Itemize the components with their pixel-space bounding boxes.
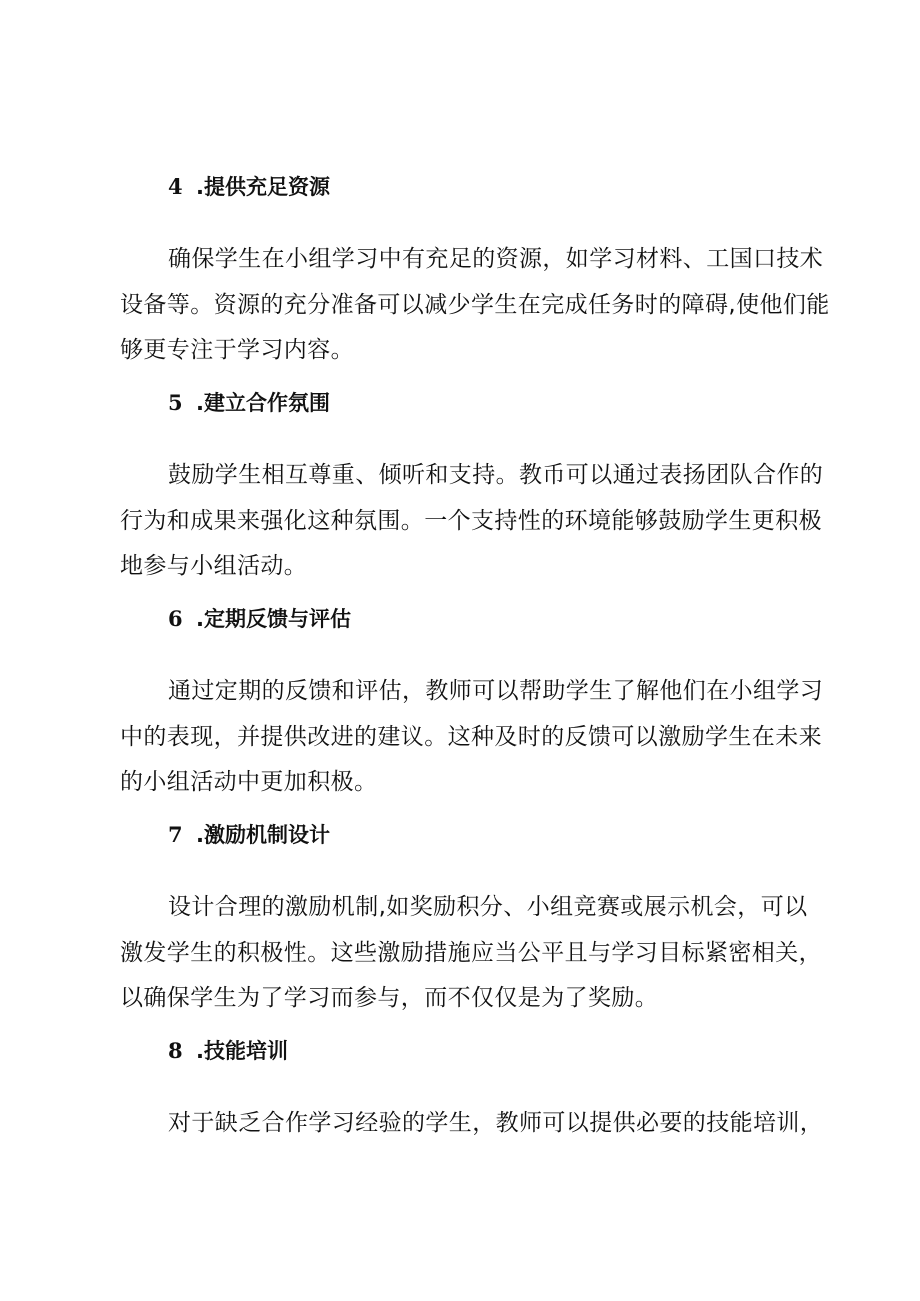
section-heading-5 — [168, 388, 330, 418]
paragraph-line: 行为和成果来强化这种氛围。一个支持性的环境能够鼓励学生更积极 — [120, 508, 822, 534]
section-number: 4 — [168, 174, 183, 199]
paragraph-line: 的小组活动中更加积极。 — [120, 769, 378, 795]
paragraph-line: 鼓励学生相互尊重、倾听和支持。教币可以通过表扬团队合作的 — [168, 462, 824, 488]
paragraph-line: 设计合理的激励机制,如奖励积分、小组竞赛或展示机会，可以 — [168, 894, 808, 920]
section-title: .技能培训 — [196, 1039, 288, 1063]
section-heading-8 — [168, 1036, 288, 1066]
section-title: .定期反馈与评估 — [196, 607, 351, 631]
section-heading-4 — [168, 172, 330, 202]
paragraph-line: 对于缺乏合作学习经验的学生，教师可以提供必要的技能培训， — [168, 1110, 824, 1136]
section-number: 7 — [168, 822, 183, 847]
paragraph-line: 以确保学生为了学习而参与，而不仅仅是为了奖励。 — [120, 985, 659, 1011]
paragraph-line: 激发学生的积极性。这些激励措施应当公平且与学习目标紧密相关， — [120, 940, 822, 966]
section-heading-6 — [168, 604, 351, 634]
paragraph-line: 中的表现，并提供改进的建议。这种及时的反馈可以激励学生在未来 — [120, 724, 822, 750]
paragraph-line: 设备等。资源的充分准备可以减少学生在完成任务时的障碍,使他们能 — [120, 292, 830, 318]
paragraph-line: 确保学生在小组学习中有充足的资源，如学习材料、工国口技术 — [168, 246, 824, 272]
section-number: 5 — [168, 390, 183, 415]
section-number: 6 — [168, 606, 183, 631]
section-number: 8 — [168, 1038, 183, 1063]
section-title: .激励机制设计 — [196, 823, 330, 847]
section-title: .建立合作氛围 — [196, 391, 330, 415]
paragraph-line: 够更专注于学习内容。 — [120, 337, 354, 363]
section-heading-7 — [168, 820, 330, 850]
section-title: .提供充足资源 — [196, 175, 330, 199]
paragraph-line: 通过定期的反馈和评估，教师可以帮助学生了解他们在小组学习 — [168, 678, 824, 704]
paragraph-line: 地参与小组活动。 — [120, 553, 308, 579]
